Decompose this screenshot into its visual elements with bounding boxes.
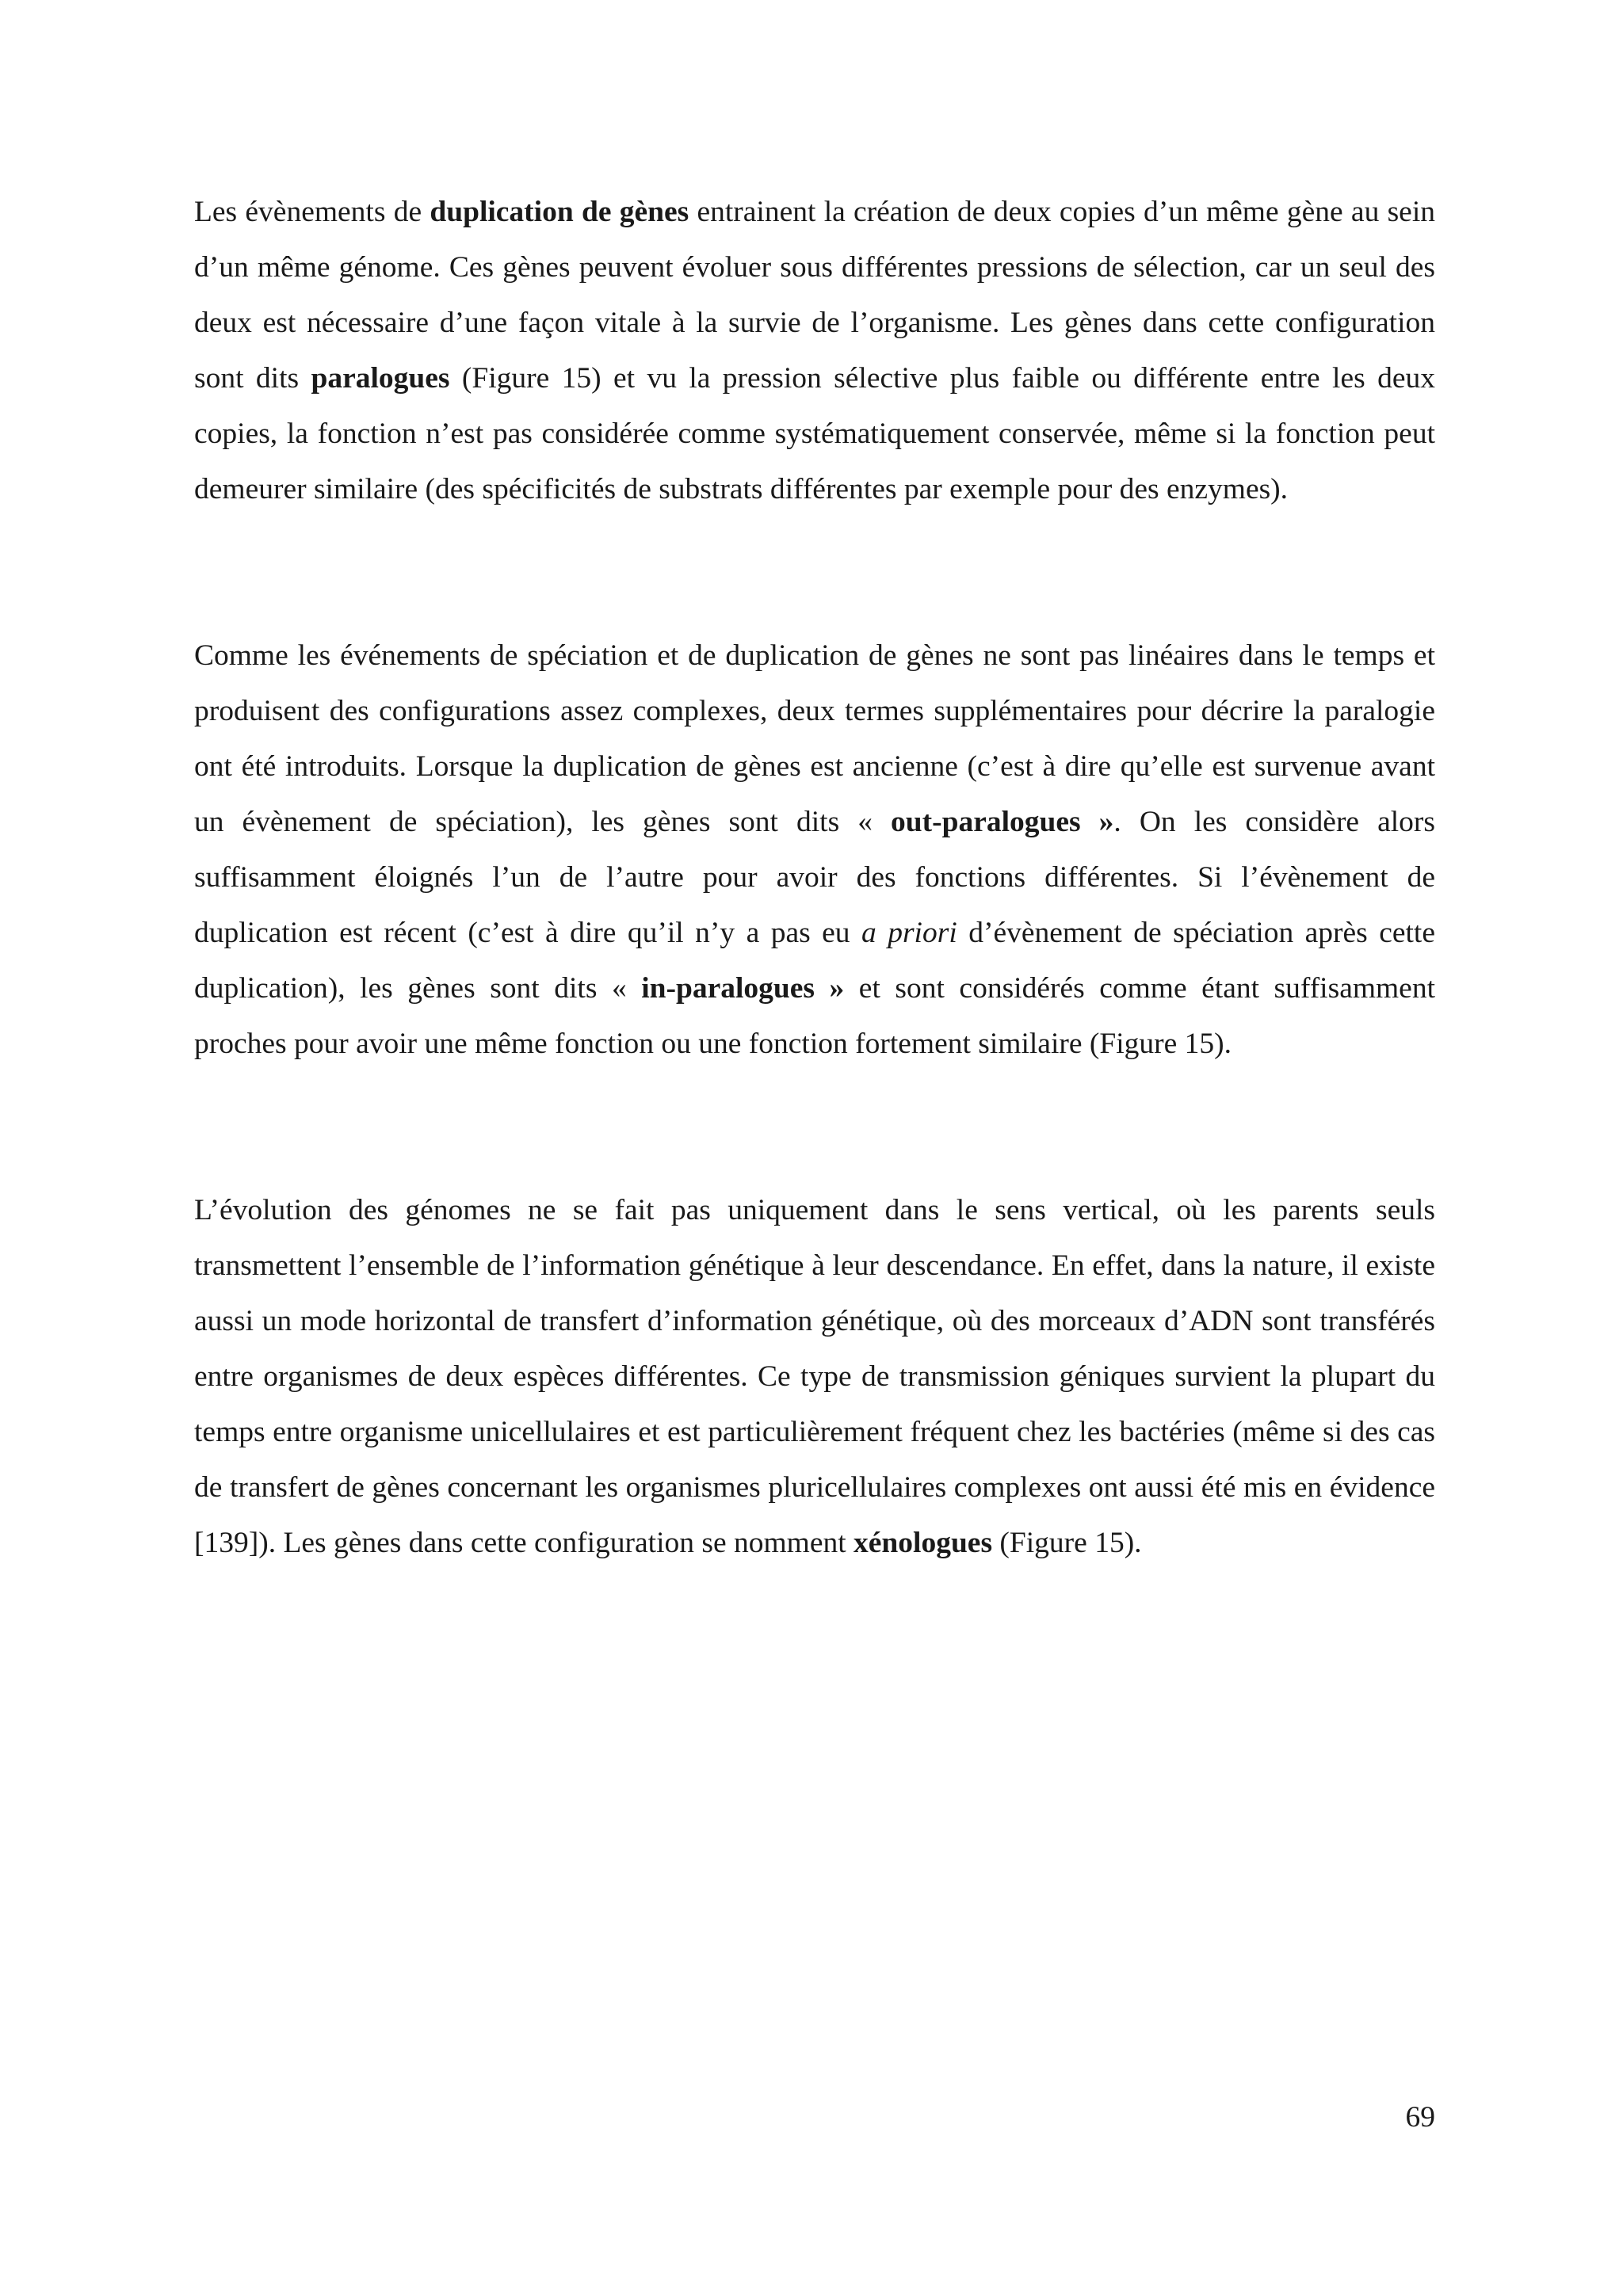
italic-term: a priori [861,917,957,949]
bold-term: out-paralogues » [891,806,1114,838]
text-run: d’évènement de spéciation après cette duplication), les gènes sont dits « [194,917,1435,1005]
text-run: et sont considérés comme étant suffisamment proches pour avoir une même fonction ou une fonction fortement similaire (Figure 15). [194,972,1435,1060]
text-run: Comme les événements de spéciation et de duplication de gènes ne sont pas linéaires dans le temps et produisent des configurations assez complexes, deux termes supplémentaires pour décrire la paralogie ont été introduits. Lorsque la duplication de gènes est ancienne (c’est à dire qu’elle est survenue avant un évènement de spéciation), les gènes sont dits « [194,639,1435,838]
text-run: (Figure 15) et vu la pression sélective plus faible ou différente entre les deux copies, la fonction n’est pas considérée comme systématiquement conservée, même si la fonction peut demeurer similaire (des spécificités de substrats différentes par exemple pour des enzymes). [194,362,1435,505]
bold-term: duplication de gènes [430,196,689,228]
text-run: entrainent la création de deux copies d’un même gène au sein d’un même génome. Ces gènes peuvent évoluer sous différentes pressions de sélection, car un seul des deux est nécessaire d’une façon vitale à la survie de l’organisme. Les gènes dans cette configuration sont dits [194,196,1435,395]
bold-term: xénologues [854,1527,993,1559]
bold-term: paralogues [311,362,450,395]
page-number: 69 [1405,2101,1435,2134]
bold-term: in-paralogues » [641,972,845,1005]
text-run: . On les considère alors suffisamment éloignés l’un de l’autre pour avoir des fonctions différentes. Si l’évènement de duplication est récent (c’est à dire qu’il n’y a pas eu [194,806,1436,949]
text-run: (Figure 15). [992,1527,1142,1559]
paragraph-paralogy-terms [194,628,1435,1072]
paragraph-duplication [194,185,1435,517]
text-run: L’évolution des génomes ne se fait pas uniquement dans le sens vertical, où les parents seuls transmettent l’ensemble de l’information génétique à leur descendance. En effet, dans la nature, il existe aussi un mode horizontal de transfert d’information génétique, où des morceaux d’ADN sont transférés entre organismes de deux espèces différentes. Ce type de transmission géniques survient la plupart du temps entre organisme unicellulaires et est particulièrement fréquent chez les bactéries (même si des cas de transfert de gènes concernant les organismes pluricellulaires complexes ont aussi été mis en évidence [139]). Les gènes dans cette configuration se nomment [194,1194,1435,1559]
text-run: Les évènements de [194,196,430,228]
paragraph-horizontal-transfer [194,1183,1435,1571]
